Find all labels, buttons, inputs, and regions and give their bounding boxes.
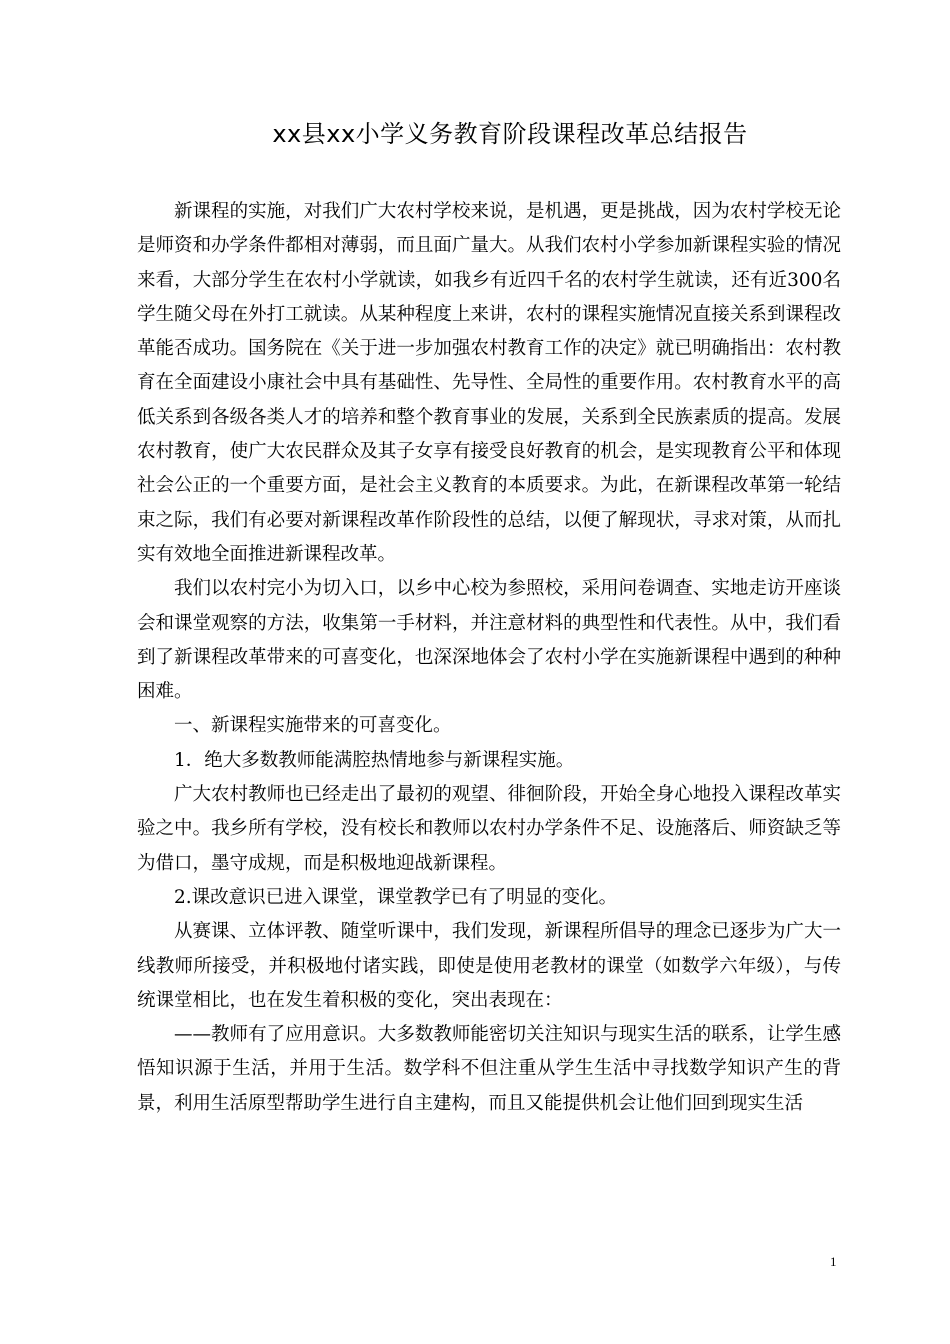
document-title: xx县xx小学义务教育阶段课程改革总结报告	[272, 120, 748, 148]
subheading-2: 2.课改意识已进入课堂，课堂教学已有了明显的变化。	[174, 886, 618, 908]
document-body	[137, 195, 841, 1121]
subheading-1: 1．绝大多数教师能满腔热情地参与新课程实施。	[174, 749, 575, 771]
paragraph-intro: 新课程的实施，对我们广大农村学校来说，是机遇，更是挑战，因为农村学校无论是师资和办学条件都相对薄弱，而且面广量大。从我们农村小学参加新课程实验的情况来看，大部分学生在农村小学就读，如我乡有近四千名的农村学生就读，还有近300名学生随父母在外打工就读。从某种程度上来讲，农村的课程实施情况直接关系到课程改革能否成功。国务院在《关于进一步加强农村教育工作的决定》就已明确指出：农村教育在全面建设小康社会中具有基础性、先导性、全局性的重要作用。农村教育水平的高低关系到各级各类人才的培养和整个教育事业的发展，关系到全民族素质的提高。发展农村教育，使广大农民群众及其子女享有接受良好教育的机会，是实现教育公平和体现社会公正的一个重要方面，是社会主义教育的本质要求。为此，在新课程改革第一轮结束之际，我们有必要对新课程改革作阶段性的总结，以便了解现状，寻求对策，从而扎实有效地全面推进新课程改革。	[137, 201, 841, 565]
page-number: 1	[830, 1254, 837, 1269]
paragraph-method: 我们以农村完小为切入口，以乡中心校为参照校，采用问卷调查、实地走访开座谈会和课堂观察的方法，收集第一手材料，并注意材料的典型性和代表性。从中，我们看到了新课程改革带来的可喜变化，也深深地体会了农村小学在实施新课程中遇到的种种困难。	[137, 578, 841, 703]
paragraph-teachers: 广大农村教师也已经走出了最初的观望、徘徊阶段，开始全身心地投入课程改革实验之中。我乡所有学校，没有校长和教师以农村办学条件不足、设施落后、师资缺乏等为借口，墨守成规，而是积极地迎战新课程。	[137, 784, 841, 874]
paragraph-classroom: 从赛课、立体评教、随堂听课中，我们发现，新课程所倡导的理念已逐步为广大一线教师所接受，并积极地付诸实践，即使是使用老教材的课堂（如数学六年级），与传统课堂相比，也在发生着积极的变化，突出表现在：	[137, 921, 841, 1011]
section-heading-1: 一、新课程实施带来的可喜变化。	[174, 715, 452, 737]
paragraph-application: ——教师有了应用意识。大多数教师能密切关注知识与现实生活的联系，让学生感悟知识源于生活，并用于生活。数学科不但注重从学生生活中寻找数学知识产生的背景，利用生活原型帮助学生进行自主建构，而且又能提供机会让他们回到现实生活	[137, 1024, 841, 1114]
